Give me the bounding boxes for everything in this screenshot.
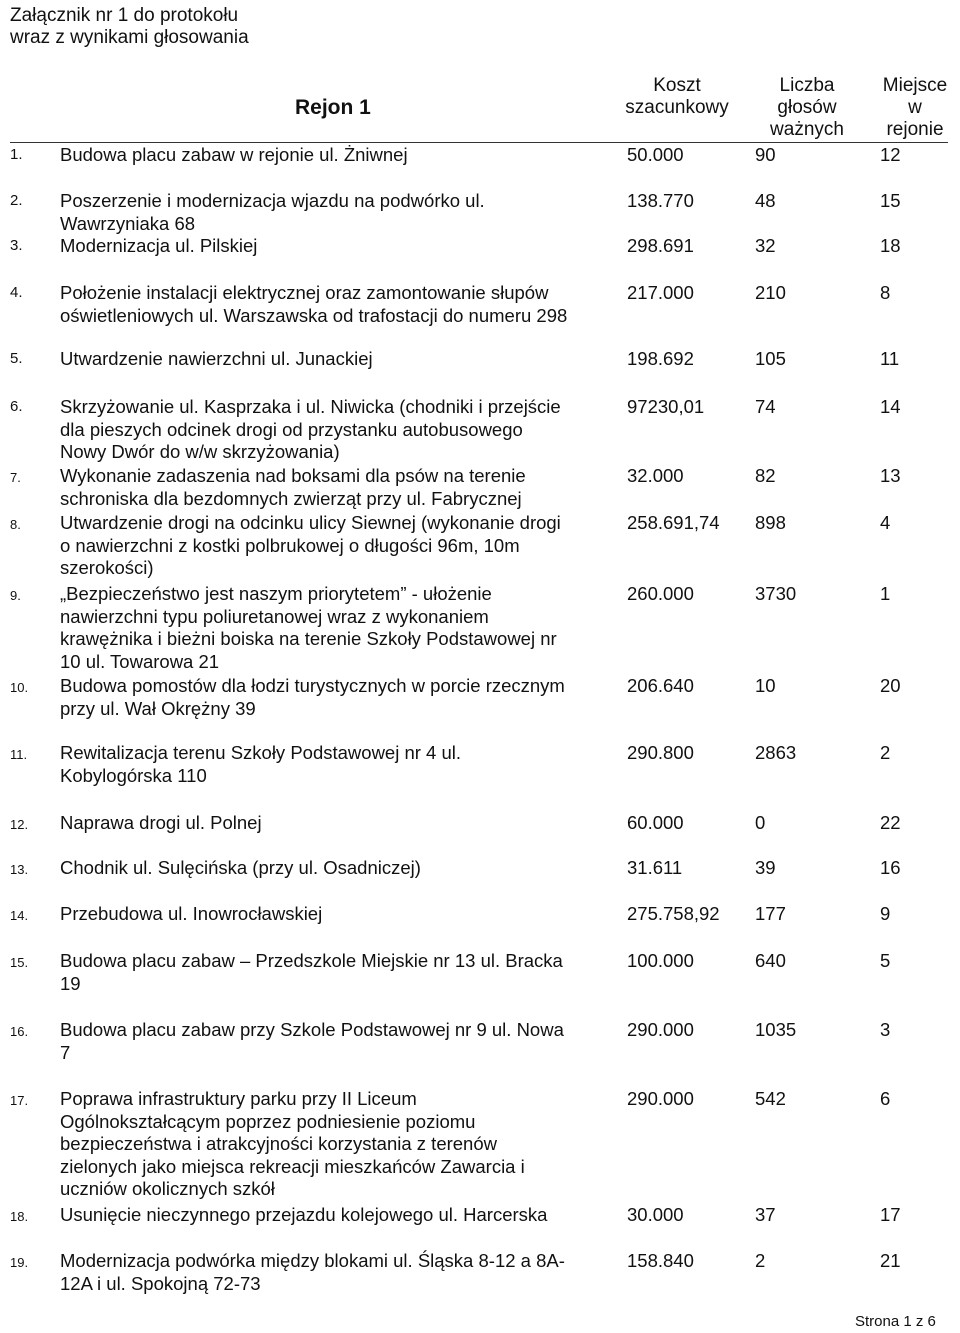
project-description	[60, 348, 610, 371]
estimated-cost: 206.640	[627, 675, 694, 696]
row-number: 17.	[10, 1093, 29, 1108]
page-number: Strona 1 z 6	[855, 1313, 936, 1330]
rank-in-district: 20	[880, 675, 901, 696]
valid-votes: 2	[755, 1250, 766, 1271]
row-number: 12.	[10, 817, 29, 832]
project-description	[60, 1019, 610, 1064]
estimated-cost: 138.770	[627, 190, 694, 211]
row-number: 13.	[10, 862, 29, 877]
estimated-cost: 50.000	[627, 144, 684, 165]
estimated-cost: 97230,01	[627, 396, 705, 417]
valid-votes: 1035	[755, 1019, 797, 1040]
rank-in-district: 16	[880, 857, 901, 878]
valid-votes: 105	[755, 348, 786, 369]
estimated-cost: 31.611	[627, 857, 683, 878]
estimated-cost: 198.692	[627, 348, 694, 369]
row-number: 14.	[10, 908, 29, 923]
estimated-cost: 260.000	[627, 583, 694, 604]
rank-in-district: 13	[880, 465, 901, 486]
description-line: uczniów okolicznych szkół	[60, 1178, 275, 1199]
row-number: 11.	[10, 747, 28, 762]
description-line: Utwardzenie drogi na odcinku ulicy Siewnej (wykonanie drogi	[60, 512, 561, 533]
description-line: „Bezpieczeństwo jest naszym priorytetem” - ułożenie	[60, 583, 492, 604]
project-description	[60, 1204, 610, 1227]
valid-votes: 39	[755, 857, 776, 878]
column-header-votes: Liczba głosów ważnych	[770, 75, 844, 140]
valid-votes: 0	[755, 812, 766, 833]
valid-votes: 177	[755, 903, 786, 924]
description-line: Położenie instalacji elektrycznej oraz zamontowanie słupów	[60, 282, 549, 303]
valid-votes: 10	[755, 675, 776, 696]
rank-in-district: 1	[880, 583, 891, 604]
description-line: Budowa placu zabaw w rejonie ul. Żniwnej	[60, 144, 408, 165]
row-number: 15.	[10, 955, 29, 970]
row-number: 8.	[10, 517, 21, 532]
description-line: Rewitalizacja terenu Szkoły Podstawowej nr 4 ul.	[60, 742, 462, 763]
description-line: Kobylogórska 110	[60, 764, 207, 786]
rank-in-district: 18	[880, 235, 901, 256]
description-line: szerokości)	[60, 557, 154, 578]
column-header-place: Miejsce w rejonie	[882, 75, 948, 140]
valid-votes: 90	[755, 144, 776, 165]
project-description	[60, 857, 610, 880]
estimated-cost: 290.800	[627, 742, 694, 763]
valid-votes: 82	[755, 465, 776, 486]
rank-in-district: 8	[880, 282, 891, 303]
description-line: zielonych jako miejsca rekreacji mieszkańców Zawarcia i	[60, 1155, 525, 1177]
row-number: 4.	[10, 284, 23, 301]
estimated-cost: 217.000	[627, 282, 694, 303]
project-description	[60, 282, 610, 327]
row-number: 2.	[10, 192, 23, 209]
rank-in-district: 14	[880, 396, 901, 417]
description-line: dla pieszych odcinek drogi od przystanku autobusowego	[60, 418, 523, 440]
description-line: Przebudowa ul. Inowrocławskiej	[60, 903, 323, 924]
estimated-cost: 158.840	[627, 1250, 694, 1271]
estimated-cost: 290.000	[627, 1019, 694, 1040]
description-line: Budowa placu zabaw przy Szkole Podstawowej nr 9 ul. Nowa	[60, 1019, 564, 1040]
project-description	[60, 190, 610, 235]
description-line: Nowy Dwór do w/w skrzyżowania)	[60, 441, 340, 462]
description-line: Budowa pomostów dla łodzi turystycznych w porcie rzecznym	[60, 675, 565, 696]
project-description	[60, 235, 610, 258]
rank-in-district: 3	[880, 1019, 891, 1040]
rank-in-district: 21	[880, 1250, 901, 1271]
description-line: 19	[60, 972, 81, 994]
valid-votes: 210	[755, 282, 786, 303]
row-number: 18.	[10, 1209, 29, 1224]
project-description	[60, 1250, 610, 1295]
project-description	[60, 950, 610, 995]
project-description	[60, 583, 610, 673]
description-line: 7	[60, 1041, 71, 1063]
valid-votes: 640	[755, 950, 786, 971]
estimated-cost: 32.000	[627, 465, 684, 486]
description-line: o nawierzchni z kostki polbrukowej o długości 96m, 10m	[60, 534, 520, 556]
description-line: Chodnik ul. Sulęcińska (przy ul. Osadniczej)	[60, 857, 421, 878]
description-line: 12A i ul. Spokojną 72-73	[60, 1272, 261, 1294]
rank-in-district: 5	[880, 950, 891, 971]
description-line: Wykonanie zadaszenia nad boksami dla psów na terenie	[60, 465, 526, 486]
rank-in-district: 6	[880, 1088, 891, 1109]
rank-in-district: 12	[880, 144, 901, 165]
row-number: 10.	[10, 680, 29, 695]
estimated-cost: 30.000	[627, 1204, 684, 1225]
project-description	[60, 1088, 610, 1201]
rank-in-district: 4	[880, 512, 891, 533]
description-line: Modernizacja ul. Pilskiej	[60, 235, 258, 256]
row-number: 5.	[10, 350, 23, 367]
estimated-cost: 258.691,74	[627, 512, 720, 533]
valid-votes: 898	[755, 512, 786, 533]
table-title: Rejon 1	[295, 96, 371, 119]
table-header-divider	[10, 142, 948, 143]
description-line: Modernizacja podwórka między blokami ul. Śląska 8-12 a 8A-	[60, 1250, 565, 1271]
description-line: Usunięcie nieczynnego przejazdu kolejowego ul. Harcerska	[60, 1204, 548, 1225]
valid-votes: 48	[755, 190, 776, 211]
description-line: Ogólnokształcącym poprzez podniesienie poziomu	[60, 1110, 476, 1132]
description-line: przy ul. Wał Okrężny 39	[60, 697, 256, 719]
description-line: Skrzyżowanie ul. Kasprzaka i ul. Niwicka (chodniki i przejście	[60, 396, 561, 417]
valid-votes: 2863	[755, 742, 797, 763]
document-title-line-2: wraz z wynikami głosowania	[10, 27, 249, 48]
row-number: 9.	[10, 588, 21, 603]
estimated-cost: 290.000	[627, 1088, 694, 1109]
project-description	[60, 512, 610, 580]
valid-votes: 37	[755, 1204, 776, 1225]
project-description	[60, 812, 610, 835]
description-line: nawierzchni typu poliuretanowej wraz z wykonaniem	[60, 605, 489, 627]
valid-votes: 32	[755, 235, 776, 256]
document-title-line-1: Załącznik nr 1 do protokołu	[10, 5, 239, 26]
description-line: Poprawa infrastruktury parku przy II Liceum	[60, 1088, 417, 1109]
rank-in-district: 2	[880, 742, 891, 763]
row-number: 1.	[10, 146, 23, 163]
estimated-cost: 100.000	[627, 950, 694, 971]
project-description	[60, 396, 610, 464]
column-header-cost: Koszt szacunkowy	[625, 75, 729, 118]
rank-in-district: 17	[880, 1204, 901, 1225]
project-description	[60, 465, 610, 510]
estimated-cost: 275.758,92	[627, 903, 720, 924]
project-description	[60, 144, 610, 167]
row-number: 3.	[10, 237, 23, 254]
rank-in-district: 9	[880, 903, 891, 924]
row-number: 19.	[10, 1255, 29, 1270]
project-description	[60, 675, 610, 720]
row-number: 6.	[10, 398, 23, 415]
valid-votes: 3730	[755, 583, 797, 604]
project-description	[60, 903, 610, 926]
project-description	[60, 742, 610, 787]
description-line: bezpieczeństwa i atrakcyjności korzystania z terenów	[60, 1133, 497, 1154]
estimated-cost: 60.000	[627, 812, 684, 833]
description-line: 10 ul. Towarowa 21	[60, 650, 220, 672]
estimated-cost: 298.691	[627, 235, 694, 256]
description-line: Budowa placu zabaw – Przedszkole Miejskie nr 13 ul. Bracka	[60, 950, 563, 971]
description-line: krawężnika i bieżni boiska na terenie Szkoły Podstawowej nr	[60, 628, 557, 649]
rank-in-district: 15	[880, 190, 901, 211]
description-line: Naprawa drogi ul. Polnej	[60, 812, 262, 833]
description-line: Poszerzenie i modernizacja wjazdu na podwórko ul.	[60, 190, 485, 211]
row-number: 16.	[10, 1024, 29, 1039]
description-line: oświetleniowych ul. Warszawska od trafostacji do numeru 298	[60, 304, 568, 326]
valid-votes: 542	[755, 1088, 786, 1109]
row-number: 7.	[10, 470, 21, 485]
description-line: schroniska dla bezdomnych zwierząt przy ul. Fabrycznej	[60, 487, 522, 509]
rank-in-district: 11	[880, 348, 900, 369]
rank-in-district: 22	[880, 812, 901, 833]
valid-votes: 74	[755, 396, 776, 417]
description-line: Utwardzenie nawierzchni ul. Junackiej	[60, 348, 373, 369]
description-line: Wawrzyniaka 68	[60, 212, 196, 234]
